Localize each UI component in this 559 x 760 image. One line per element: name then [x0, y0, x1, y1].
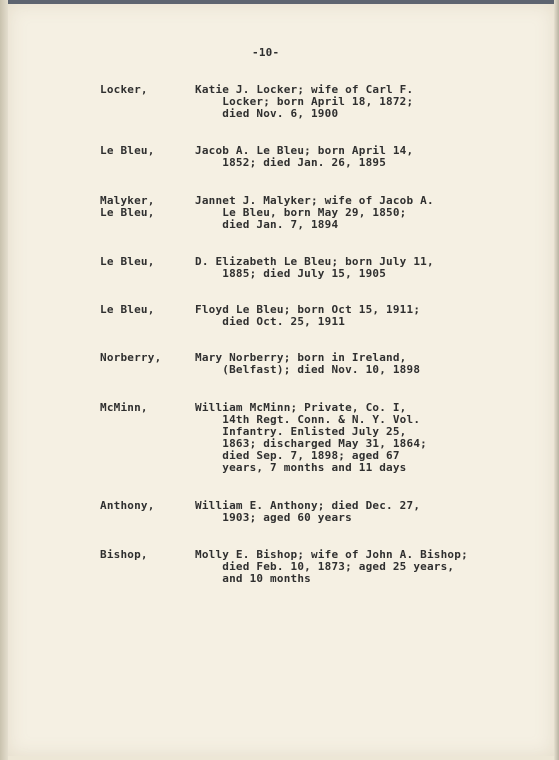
record-details: Katie J. Locker; wife of Carl F. Locker; born April 18, 1872; died Nov. 6, 1900	[195, 83, 414, 120]
record-details: William McMinn; Private, Co. I, 14th Regt. Conn. & N. Y. Vol. Infantry. Enlisted July 25, 1863; discharged May 31, 1864; died Sep. 7, 1898; aged 67 years, 7 months and 11 days	[195, 401, 427, 474]
record-details: Molly E. Bishop; wife of John A. Bishop; died Feb. 10, 1873; aged 25 years, and 10 months	[195, 548, 468, 585]
record-surname: Anthony,	[100, 499, 155, 512]
record-details: Floyd Le Bleu; born Oct 15, 1911; died Oct. 25, 1911	[195, 303, 421, 328]
record-details: William E. Anthony; died Dec. 27, 1903; aged 60 years	[195, 499, 421, 524]
record-details: Jannet J. Malyker; wife of Jacob A. Le Bleu, born May 29, 1850; died Jan. 7, 1894	[195, 194, 434, 231]
record-surname: McMinn,	[100, 401, 148, 414]
record-surname: Bishop,	[100, 548, 148, 561]
record-surname: Malyker, Le Bleu,	[100, 194, 155, 219]
record-surname: Le Bleu,	[100, 303, 155, 316]
record-surname: Norberry,	[100, 351, 162, 364]
page-number: -10-	[252, 46, 280, 59]
record-details: Jacob A. Le Bleu; born April 14, 1852; died Jan. 26, 1895	[195, 144, 414, 169]
record-surname: Le Bleu,	[100, 144, 155, 157]
record-details: Mary Norberry; born in Ireland, (Belfast); died Nov. 10, 1898	[195, 351, 421, 376]
record-details: D. Elizabeth Le Bleu; born July 11, 1885; died July 15, 1905	[195, 255, 434, 280]
record-surname: Le Bleu,	[100, 255, 155, 268]
record-surname: Locker,	[100, 83, 148, 96]
